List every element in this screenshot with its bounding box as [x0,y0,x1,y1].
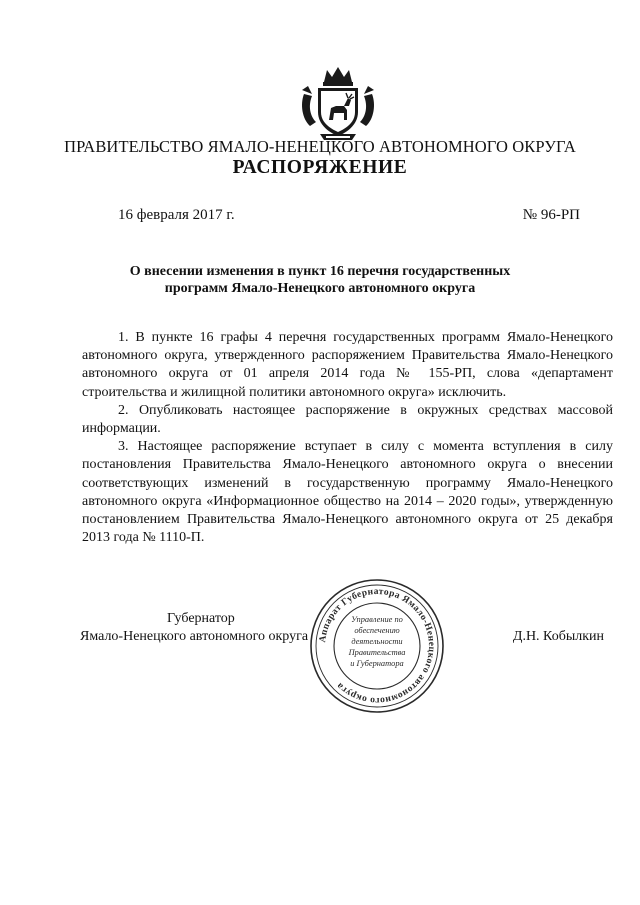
svg-text:деятельности: деятельности [351,637,403,646]
document-body [82,329,613,547]
signatory-post-line-1: Губернатор [167,611,235,626]
coat-of-arms-icon [296,64,380,144]
round-seal-icon [308,577,446,715]
paragraph-3: 3. Настоящее распоряжение вступает в силу с момента вступления в силу постановления Правительства Ямало-Ненецкого автономного округа о внесении соответствующих изменений в государственную программу Ямало-Ненецкого автономного округа «Информационное общество на 2014 – 2020 годы», утвержденную постановлением Правительства Ямало-Ненецкого автономного округа от 25 декабря 2013 года № 1110-П. [82,439,613,546]
svg-text:Аппарат Губернатора Ямало-Нене: Аппарат Губернатора Ямало-Ненецкого автономного округа [318,586,437,706]
svg-text:Правительства: Правительства [348,648,406,657]
paragraph-1: 1. В пункте 16 графы 4 перечня государственных программ Ямало-Ненецкого автономного округа, утвержденного распоряжением Правительства Ямало-Ненецкого автономного округа от 01 апреля 2014 года № 155-РП, слова «департамент строительства и жилищной политики автономного округа» исключить. [82,330,613,400]
signatory-post-line-2: Ямало-Ненецкого автономного округа [80,629,309,644]
svg-text:и Губернатора: и Губернатора [350,659,404,668]
document-type: РАСПОРЯЖЕНИЕ [232,157,408,178]
document-title [80,263,560,297]
document-title-line-2: программ Ямало-Ненецкого автономного округа [164,281,476,296]
government-name: ПРАВИТЕЛЬСТВО ЯМАЛО-НЕНЕЦКОГО АВТОНОМНОГО ОКРУГА [64,137,576,156]
document-date: 16 февраля 2017 г. [118,207,235,223]
svg-text:Управление по: Управление по [351,615,403,624]
document-number: № 96-РП [522,207,580,223]
paragraph-2: 2. Опубликовать настоящее распоряжение в окружных средствах массовой информации. [82,402,613,437]
document-title-line-1: О внесении изменения в пункт 16 перечня государственных [129,264,511,279]
signatory-name: Д.Н. Кобылкин [512,629,604,644]
svg-text:обеспечению: обеспечению [354,626,400,635]
